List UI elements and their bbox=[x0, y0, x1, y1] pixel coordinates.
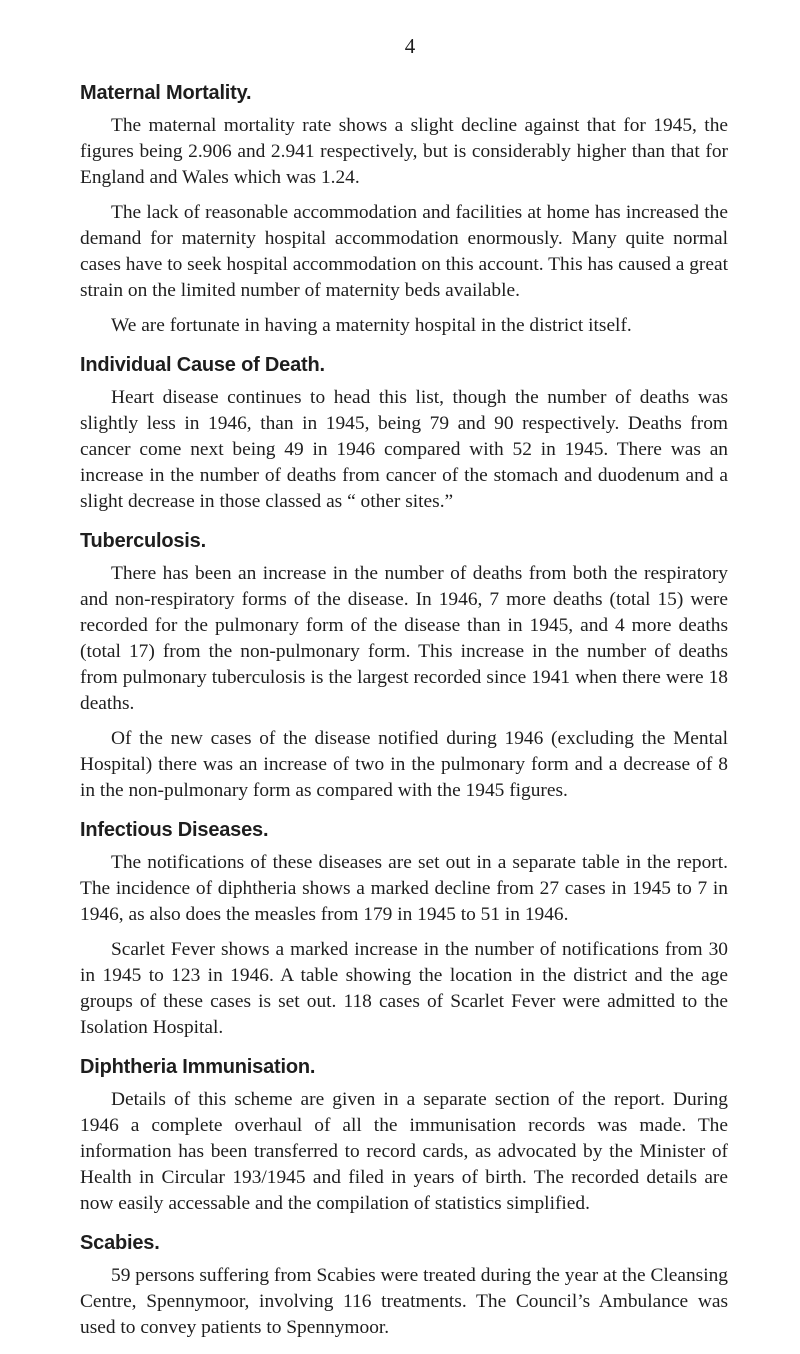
section-heading: Tuberculosis. bbox=[80, 530, 206, 552]
section-heading: Maternal Mortality. bbox=[80, 82, 252, 104]
section-individual-cause-of-death bbox=[80, 351, 728, 515]
page-number: 4 bbox=[404, 34, 416, 58]
paragraph: 59 persons suffering from Scabies were treated during the year at the Cleansing Centre, Spennymoor, involving 116 treatments. The Council’s Ambulance was used to convey patients to Spennymoor. bbox=[80, 1265, 728, 1338]
paragraph: Of the new cases of the disease notified during 1946 (excluding the Mental Hospital) there was an increase of two in the pulmonary form and a decrease of 8 in the non-pulmonary form as compared with the 1945 figures. bbox=[80, 728, 728, 801]
paragraph: The maternal mortality rate shows a slight decline against that for 1945, the figures being 2.906 and 2.941 respectively, but is considerably higher than that for England and Wales which was 1.24. bbox=[80, 115, 728, 188]
section-tuberculosis bbox=[80, 527, 728, 804]
section-infectious-diseases bbox=[80, 816, 728, 1041]
section-scabies bbox=[80, 1229, 728, 1341]
section-diphtheria-immunisation bbox=[80, 1053, 728, 1217]
section-heading: Individual Cause of Death. bbox=[80, 354, 325, 376]
paragraph: The notifications of these diseases are set out in a separate table in the report. The incidence of diphtheria shows a marked decline from 27 cases in 1945 to 7 in 1946, as also does the measles from 179 in 1945 to 51 in 1946. bbox=[80, 852, 728, 925]
paragraph: Heart disease continues to head this list, though the number of deaths was slightly less in 1946, than in 1945, being 79 and 90 respectively. Deaths from cancer come next being 49 in 1946 compared with 52 in 1945. There was an increase in the number of deaths from cancer of the stomach and duodenum and a slight decrease in those classed as “ other sites.” bbox=[80, 387, 728, 512]
section-heading: Diphtheria Immunisation. bbox=[80, 1056, 316, 1078]
section-maternal-mortality bbox=[80, 79, 728, 339]
paragraph: Scarlet Fever shows a marked increase in the number of notifications from 30 in 1945 to 123 in 1946. A table showing the location in the district and the age groups of these cases is set out. 118 cases of Scarlet Fever were admitted to the Isolation Hospital. bbox=[80, 939, 728, 1038]
document-page bbox=[80, 34, 728, 1350]
paragraph: We are fortunate in having a maternity hospital in the district itself. bbox=[111, 315, 632, 336]
paragraph: The lack of reasonable accommodation and facilities at home has increased the demand for maternity hospital accommodation enormously. Many quite normal cases have to seek hospital accommodation on this account. This has caused a great strain on the limited number of maternity beds available. bbox=[80, 202, 728, 301]
paragraph: There has been an increase in the number of deaths from both the respiratory and non-respiratory forms of the disease. In 1946, 7 more deaths (total 15) were recorded for the pulmonary form of the disease than in 1945, and 4 more deaths (total 17) from the non-pulmonary form. This increase in the number of deaths from pulmonary tuberculosis is the largest recorded since 1941 when there were 18 deaths. bbox=[80, 563, 728, 714]
section-heading: Scabies. bbox=[80, 1232, 160, 1254]
paragraph: Details of this scheme are given in a separate section of the report. During 1946 a complete overhaul of all the immunisation records was made. The information has been transferred to record cards, as advocated by the Minister of Health in Circular 193/1945 and filed in years of birth. The recorded details are now easily accessable and the compilation of statistics simplified. bbox=[80, 1089, 728, 1214]
section-heading: Infectious Diseases. bbox=[80, 819, 269, 841]
